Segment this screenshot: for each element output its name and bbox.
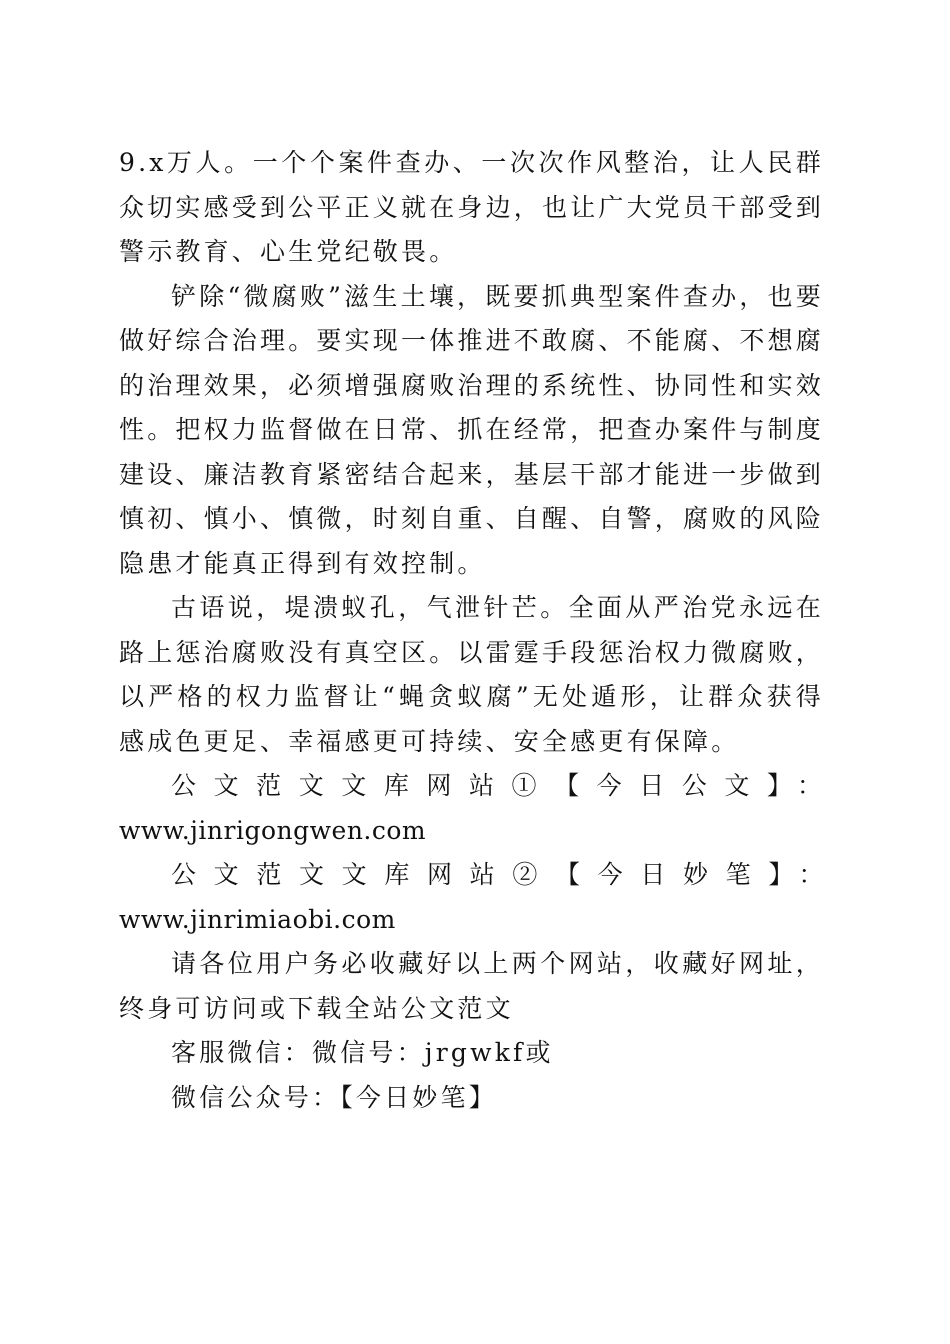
wechat-line: 客服微信：微信号：jrgwkf或: [171, 1038, 554, 1067]
official-account-line: 微信公众号：【今日妙笔】: [171, 1082, 497, 1112]
notice-paragraph: 请各位用户务必收藏好以上两个网站，收藏好网址，终身可访问或下载全站公文范文: [119, 949, 824, 1023]
site2-line: 公文范文文库网站②【今日妙笔】：www.jinrimiaobi.com: [119, 860, 824, 934]
paragraph-1: 9.x万人。一个个案件查办、一次次作风整治，让人民群众切实感受到公平正义就在身边，也让广大党员干部受到警示教育、心生党纪敬畏。: [119, 148, 825, 266]
paragraph-3: 古语说，堤溃蚁孔，气泄针芒。全面从严治党永远在路上惩治腐败没有真空区。以雷霆手段惩治权力微腐败，以严格的权力监督让“蝇贪蚁腐”无处遁形，让群众获得感成色更足、幸福感更可持续、安全感更有保障。: [119, 593, 825, 756]
paragraph-2: 铲除“微腐败”滋生土壤，既要抓典型案件查办，也要做好综合治理。要实现一体推进不敢腐、不能腐、不想腐的治理效果，必须增强腐败治理的系统性、协同性和实效性。把权力监督做在日常、抓在经常，把查办案件与制度建设、廉洁教育紧密结合起来，基层干部才能进一步做到慎初、慎小、慎微，时刻自重、自醒、自警，腐败的风险隐患才能真正得到有效控制。: [119, 281, 825, 578]
site1-label: 公文范文文库网站①【今日公文】：: [171, 771, 824, 800]
document-body: [119, 141, 824, 1120]
site1-url: www.jinrigongwen.com: [119, 815, 427, 845]
